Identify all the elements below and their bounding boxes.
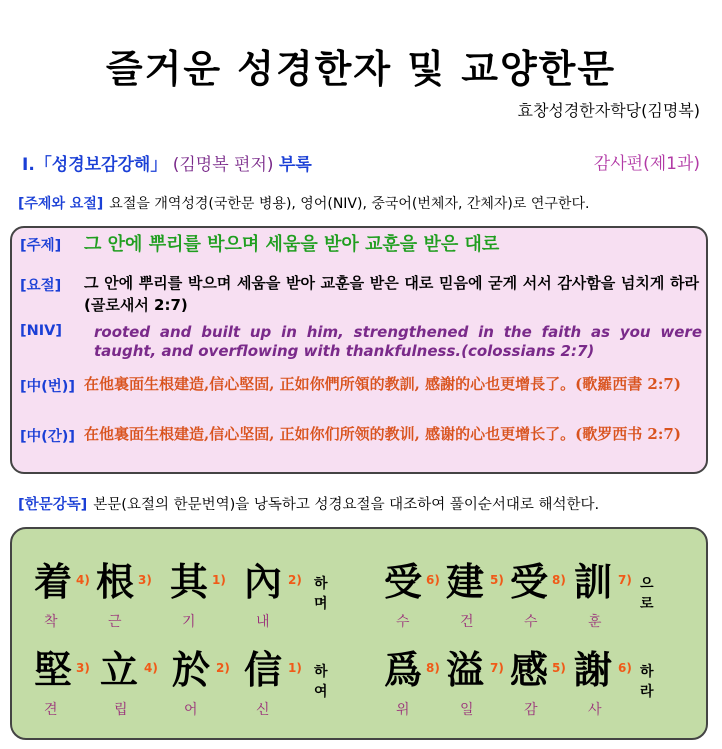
hangul-reading: 어 bbox=[184, 702, 198, 718]
connective-ending: 하여 bbox=[314, 664, 328, 700]
order-number: 8) bbox=[426, 661, 440, 675]
connective-ending: 하며 bbox=[314, 576, 328, 612]
simp-row bbox=[20, 425, 82, 446]
connective-ending: 으로 bbox=[640, 576, 654, 612]
hangul-reading: 감 bbox=[524, 702, 538, 718]
order-number: 6) bbox=[426, 573, 440, 587]
niv-text: rooted and built up in him, strengthened in the faith as you were taught, and overflowing with thankfulness.(colossians 2:7) bbox=[94, 323, 702, 360]
hanja-char: 溢 bbox=[446, 647, 485, 692]
hangul-reading: 신 bbox=[256, 702, 270, 718]
hanja-reading-box bbox=[10, 527, 708, 740]
hanja-char: 其 bbox=[170, 559, 209, 604]
section-headline bbox=[22, 150, 312, 175]
hangul-reading: 내 bbox=[256, 614, 270, 630]
order-number: 3) bbox=[138, 573, 152, 587]
book-title: Ⅰ.「성경보감강해」 bbox=[22, 155, 168, 175]
theme-text: 그 안에 뿌리를 박으며 세움을 받아 교훈을 받은 대로 bbox=[84, 234, 500, 255]
hanja-char: 建 bbox=[446, 559, 485, 604]
hanja-char: 感 bbox=[510, 647, 549, 692]
trad-text: 在他裏面生根建造,信心堅固, 正如你們所領的教訓, 感謝的心也更增長了。(歌羅西書 2:7) bbox=[84, 375, 681, 393]
niv-tag: [NIV] bbox=[20, 323, 63, 339]
order-number: 7) bbox=[490, 661, 504, 675]
book-editor: (김명복 편저) bbox=[172, 155, 274, 175]
hanja-char: 受 bbox=[510, 559, 549, 604]
order-number: 3) bbox=[76, 661, 90, 675]
hangul-reading: 수 bbox=[396, 614, 410, 630]
theme-tag: [주제] bbox=[20, 238, 62, 254]
hangul-reading: 립 bbox=[114, 702, 128, 718]
order-number: 6) bbox=[618, 661, 632, 675]
hanja-char: 謝 bbox=[574, 647, 613, 692]
order-number: 1) bbox=[212, 573, 226, 587]
order-number: 7) bbox=[618, 573, 632, 587]
trad-row bbox=[20, 375, 82, 396]
hangul-reading: 훈 bbox=[588, 614, 602, 630]
trad-tag: [中(번)] bbox=[20, 379, 76, 395]
hanja-char: 信 bbox=[244, 647, 283, 692]
order-number: 8) bbox=[552, 573, 566, 587]
author-subtitle: 효창성경한자학당(김명복) bbox=[517, 101, 700, 120]
key-tag: [요절] bbox=[20, 278, 62, 294]
hanja-char: 根 bbox=[96, 559, 135, 604]
order-number: 5) bbox=[552, 661, 566, 675]
verse-box bbox=[10, 226, 708, 474]
hangul-reading: 건 bbox=[460, 614, 474, 630]
niv-row bbox=[20, 323, 82, 339]
intro-tag: [주제와 요절] bbox=[18, 196, 104, 212]
hanja-char: 於 bbox=[172, 647, 211, 692]
simp-tag: [中(간)] bbox=[20, 429, 76, 445]
hanja-char: 訓 bbox=[574, 559, 613, 604]
theme-row bbox=[20, 234, 82, 255]
hangul-reading: 견 bbox=[44, 702, 58, 718]
reading-line bbox=[18, 493, 599, 514]
reading-text: 본문(요절의 한문번역)을 낭독하고 성경요절을 대조하여 풀이순서대로 해석한다. bbox=[93, 497, 600, 513]
hanja-char: 堅 bbox=[34, 647, 73, 692]
lesson-label: 감사편(제1과) bbox=[593, 154, 700, 174]
hangul-reading: 사 bbox=[588, 702, 602, 718]
order-number: 1) bbox=[288, 661, 302, 675]
key-text: 그 안에 뿌리를 박으며 세움을 받아 교훈을 받은 대로 믿음에 굳게 서서 감사함을 넘치게 하라 (골로새서 2:7) bbox=[84, 274, 699, 314]
hanja-char: 着 bbox=[34, 559, 73, 604]
order-number: 4) bbox=[76, 573, 90, 587]
hangul-reading: 근 bbox=[108, 614, 122, 630]
hangul-reading: 위 bbox=[396, 702, 410, 718]
order-number: 5) bbox=[490, 573, 504, 587]
hangul-reading: 수 bbox=[524, 614, 538, 630]
hanja-char: 立 bbox=[100, 647, 139, 692]
hangul-reading: 착 bbox=[44, 614, 58, 630]
intro-text: 요절을 개역성경(국한문 병용), 영어(NIV), 중국어(번체자, 간체자)로 연구한다. bbox=[109, 196, 590, 212]
order-number: 4) bbox=[144, 661, 158, 675]
intro-line bbox=[18, 193, 708, 213]
order-number: 2) bbox=[216, 661, 230, 675]
hangul-reading: 기 bbox=[182, 614, 196, 630]
order-number: 2) bbox=[288, 573, 302, 587]
connective-ending: 하라 bbox=[640, 664, 654, 700]
hangul-reading: 일 bbox=[460, 702, 474, 718]
appendix-label: 부록 bbox=[278, 155, 312, 175]
simp-text: 在他裏面生根建造,信心坚固, 正如你们所领的教训, 感谢的心也更增长了。(歌罗西书 2:7) bbox=[84, 425, 681, 443]
key-row bbox=[20, 274, 82, 295]
hanja-char: 爲 bbox=[384, 647, 423, 692]
reading-tag: [한문강독] bbox=[18, 497, 88, 513]
hanja-char: 內 bbox=[244, 559, 283, 604]
page-title: 즐거운 성경한자 및 교양한문 bbox=[105, 46, 617, 91]
hanja-char: 受 bbox=[384, 559, 423, 604]
